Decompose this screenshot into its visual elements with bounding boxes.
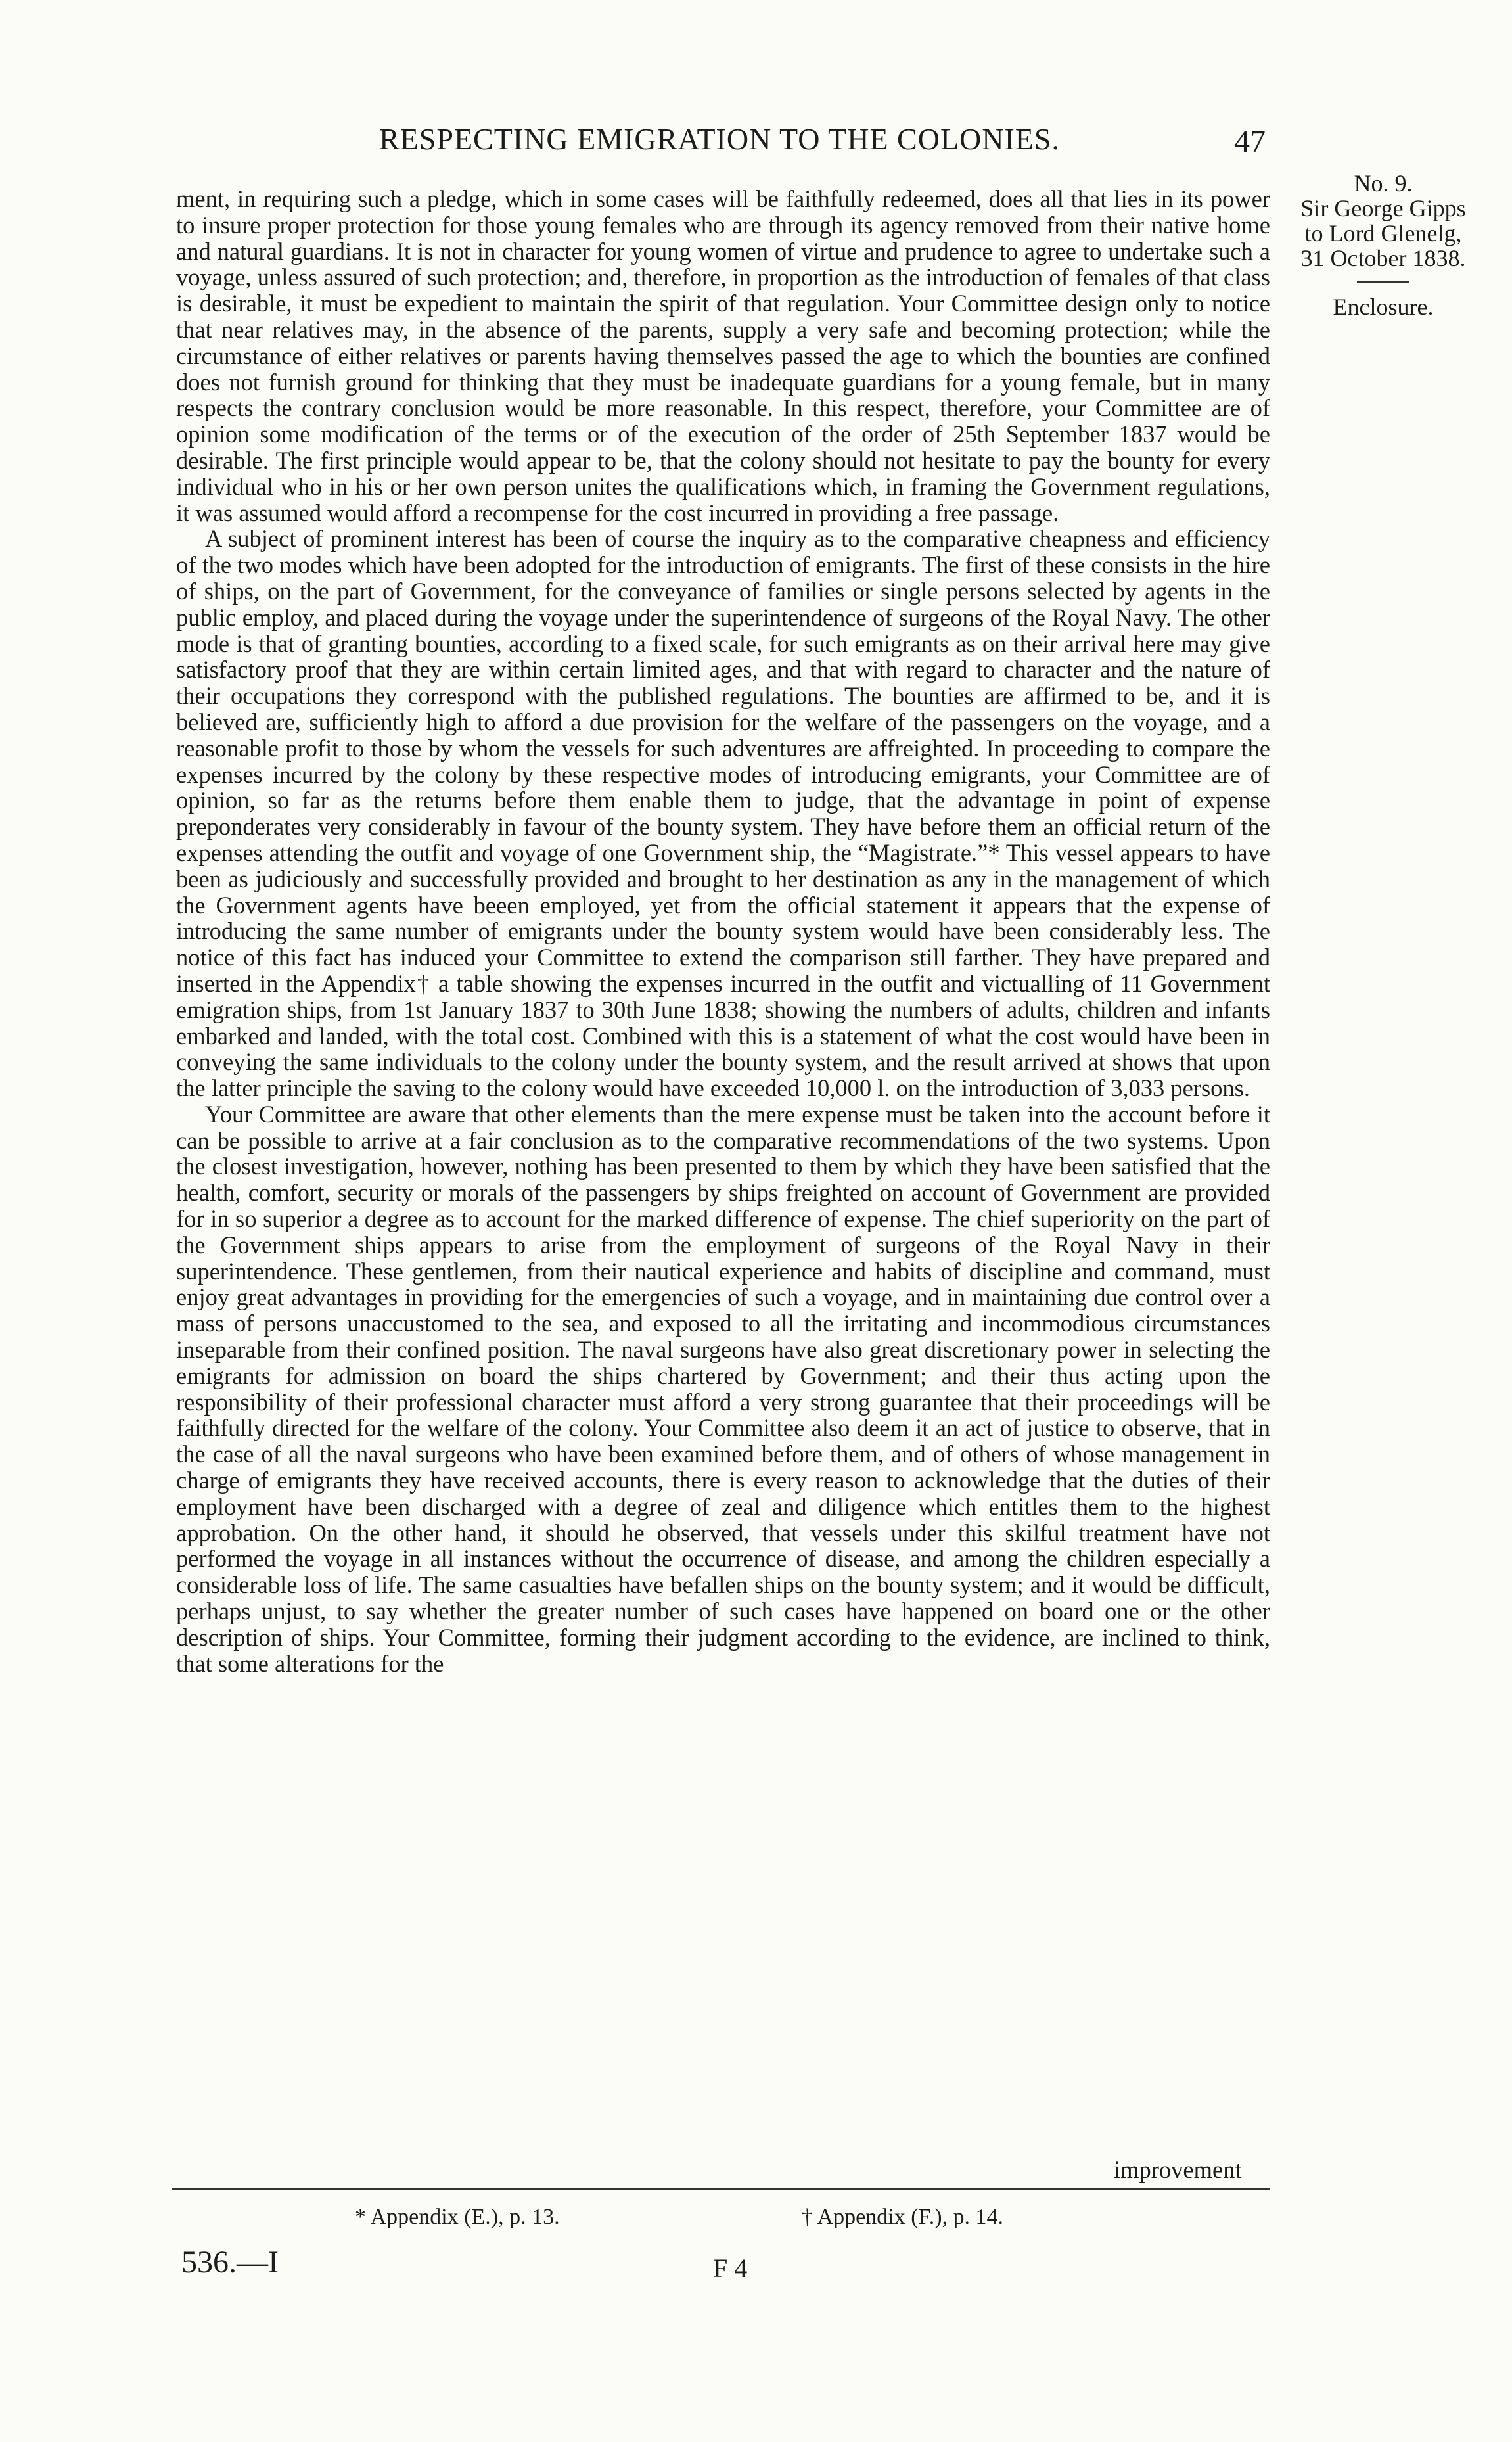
margin-note-date: 31 October 1838. bbox=[1300, 245, 1466, 271]
margin-note-from: Sir George Gipps bbox=[1300, 195, 1466, 221]
running-header: RESPECTING EMIGRATION TO THE COLONIES. bbox=[379, 122, 1060, 156]
footnote-appendix-e: * Appendix (E.), p. 13. bbox=[355, 2205, 560, 2229]
margin-note-number: No. 9. bbox=[1354, 170, 1413, 196]
footnote-rule bbox=[172, 2188, 1270, 2190]
margin-note bbox=[1281, 171, 1485, 319]
margin-note-rule bbox=[1357, 281, 1409, 283]
paragraph: A subject of prominent interest has been of course the inquiry as to the comparative cheapness and efficiency of the two modes which have been adopted for the introduction of emigrants. The first of these consists in the hire of ships, on the part of Government, for the conveyance of families or single persons selected by agents in the public employ, and placed during the voyage under the superintendence of surgeons of the Royal Navy. The other mode is that of granting bounties, according to a fixed scale, for such emigrants as on their arrival here may give satisfactory proof that they are within certain limited ages, and that with regard to character and the nature of their occupations they correspond with the published regulations. The bounties are affirmed to be, and it is believed are, sufficiently high to afford a due provision for the welfare of the passengers on the voyage, and a reasonable profit to those by whom the vessels for such adventures are affreighted. In proceeding to compare the expenses incurred by the colony by these respective modes of introducing emigrants, your Committee are of opinion, so far as the returns before them enable them to judge, that the advantage in point of expense preponderates very considerably in favour of the bounty system. They have before them an official return of the expenses attending the outfit and voyage of one Government ship, the “Magistrate.”* This vessel appears to have been as judiciously and successfully provided and brought to her destination as any in the management of which the Government agents have beeen employed, yet from the official statement it appears that the expense of introducing the same number of emigrants under the bounty system would have been considerably less. The notice of this fact has induced your Committee to extend the comparison still farther. They have prepared and inserted in the Appendix† a table showing the expenses incurred in the outfit and victualling of 11 Government emigration ships, from 1st January 1837 to 30th June 1838; showing the numbers of adults, children and infants embarked and landed, with the total cost. Combined with this is a statement of what the cost would have been in conveying the same individuals to the colony under the bounty system, and the result arrived at shows that upon the latter principle the saving to the colony would have exceeded 10,000 l. on the introduction of 3,033 persons. bbox=[176, 525, 1270, 1102]
catchword: improvement bbox=[1114, 2156, 1242, 2183]
paragraph: ment, in requiring such a pledge, which in some cases will be faithfully redeemed, does all that lies in its power to insure proper protection for those young females who are through its agency removed from their native home and natural guardians. It is not in character for young women of virtue and prudence to agree to undertake such a voyage, unless assured of such protection; and, therefore, in proportion as the introduction of females of that class is desirable, it must be expedient to maintain the spirit of that regulation. Your Committee design only to notice that near relatives may, in the absence of the parents, supply a very safe and becoming protection; while the circumstance of either relatives or parents having themselves passed the age to which the bounties are confined does not furnish ground for thinking that they must be inadequate guardians for a young female, but in many respects the contrary conclusion would be more reasonable. In this respect, therefore, your Committee are of opinion some modification of the terms or of the execution of the order of 25th September 1837 would be desirable. The first principle would appear to be, that the colony should not hesitate to pay the bounty for every individual who in his or her own person unites the qualifications which, in framing the Government regulations, it was assumed would afford a recompense for the cost incurred in providing a free passage. bbox=[176, 185, 1270, 526]
page-number: 47 bbox=[1234, 124, 1266, 159]
printer-signature: F 4 bbox=[713, 2253, 748, 2283]
footnote-appendix-f: † Appendix (F.), p. 14. bbox=[802, 2205, 1004, 2229]
document-reference: 536.—I bbox=[181, 2245, 279, 2280]
margin-note-label: Enclosure. bbox=[1333, 294, 1434, 320]
paragraph: Your Committee are aware that other elements than the mere expense must be taken into the account before it can be possible to arrive at a fair conclusion as to the comparative recommendations of the two systems. Upon the closest investigation, however, nothing has been presented to them by which they have been satisfied that the health, comfort, security or morals of the passengers by ships freighted on account of Government are provided for in so superior a degree as to account for the marked difference of expense. The chief superiority on the part of the Government ships appears to arise from the employment of surgeons of the Royal Navy in their superintendence. These gentlemen, from their nautical experience and habits of discipline and command, must enjoy great advantages in providing for the emergencies of such a voyage, and in maintaining due control over a mass of persons unaccustomed to the sea, and exposed to all the irritating and incommodious circumstances inseparable from their confined position. The naval surgeons have also great discretionary power in selecting the emigrants for admission on board the ships chartered by Government; and their thus acting upon the responsibility of their professional character must afford a very strong guarantee that their proceedings will be faithfully directed for the welfare of the colony. Your Committee also deem it an act of justice to observe, that in the case of all the naval surgeons who have been examined before them, and of others of whose management in charge of emigrants they have received accounts, there is every reason to acknowledge that the duties of their employment have been discharged with a degree of zeal and diligence which entitles them to the highest approbation. On the other hand, it should he observed, that vessels under this skilful treatment have not performed the voyage in all instances without the occurrence of disease, and among the children especially a considerable loss of life. The same casualties have befallen ships on the bounty system; and it would be difficult, perhaps unjust, to say whether the greater number of such cases have happened on board one or the other description of ships. Your Committee, forming their judgment according to the evidence, are inclined to think, that some alterations for the bbox=[176, 1100, 1270, 1677]
body-text bbox=[176, 186, 1270, 1676]
margin-note-to: to Lord Glenelg, bbox=[1304, 220, 1462, 246]
